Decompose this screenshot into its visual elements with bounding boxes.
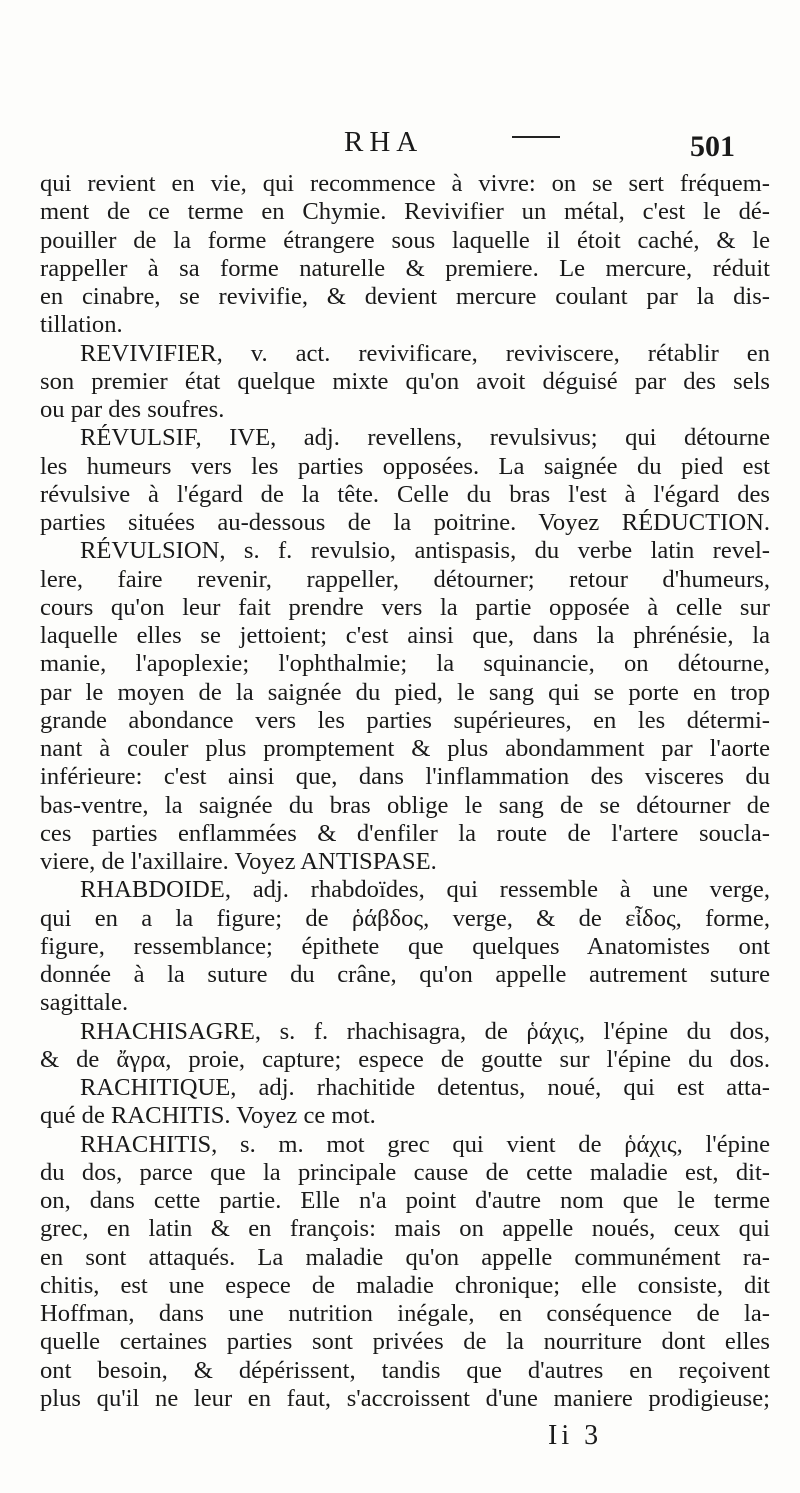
text-line: grande abondance vers les parties supérieures, en les détermi- bbox=[40, 706, 770, 734]
running-head: RHA bbox=[344, 126, 424, 158]
text-line: & de ἄγρα, proie, capture; espece de goutte sur l'épine du dos. bbox=[40, 1045, 770, 1073]
dictionary-text bbox=[40, 170, 770, 1413]
text-line: lere, faire revenir, rappeller, détourner; retour d'humeurs, bbox=[40, 565, 770, 593]
text-line: RÉVULSION, s. f. revulsio, antispasis, du verbe latin revel- bbox=[80, 537, 770, 565]
text-line: RHACHITIS, s. m. mot grec qui vient de ῥάχις, l'épine bbox=[80, 1130, 770, 1158]
page-number: 501 bbox=[690, 130, 735, 163]
text-line: on, dans cette partie. Elle n'a point d'autre nom que le terme bbox=[40, 1187, 770, 1214]
text-line: chitis, est une espece de maladie chronique; elle consiste, dit bbox=[40, 1271, 770, 1299]
text-line: plus qu'il ne leur en faut, s'accroissent d'une maniere prodigieuse; bbox=[40, 1384, 770, 1412]
text-line: sagittale. bbox=[40, 989, 129, 1017]
text-line: en cinabre, se revivifie, & devient mercure coulant par la dis- bbox=[40, 283, 770, 310]
text-line: son premier état quelque mixte qu'on avoit déguisé par des sels bbox=[40, 367, 770, 395]
text-line: tillation. bbox=[40, 311, 123, 339]
text-line: viere, de l'axillaire. Voyez ANTISPASE. bbox=[40, 848, 437, 875]
text-line: les humeurs vers les parties opposées. La saignée du pied est bbox=[40, 452, 770, 480]
text-line: ces parties enflammées & d'enfiler la route de l'artere soucla- bbox=[40, 819, 770, 847]
text-line: qué de RACHITIS. Voyez ce mot. bbox=[40, 1102, 376, 1130]
text-line: Hoffman, dans une nutrition inégale, en conséquence de la- bbox=[40, 1300, 770, 1327]
page-header bbox=[0, 126, 800, 166]
text-line: nant à couler plus promptement & plus abondamment par l'aorte bbox=[40, 735, 770, 762]
text-line: par le moyen de la saignée du pied, le sang qui se porte en trop bbox=[40, 678, 770, 706]
text-line: RHACHISAGRE, s. f. rhachisagra, de ῥάχις, l'épine du dos, bbox=[80, 1017, 770, 1045]
text-line: laquelle elles se jettoient; c'est ainsi que, dans la phrénésie, la bbox=[40, 622, 770, 649]
text-line: rappeller à sa forme naturelle & premiere. Le mercure, réduit bbox=[40, 254, 770, 282]
text-line: cours qu'on leur fait prendre vers la partie opposée à celle sur bbox=[40, 593, 770, 621]
text-line: grec, en latin & en françois: mais on appelle noués, ceux qui bbox=[40, 1215, 770, 1243]
text-line: donnée à la suture du crâne, qu'on appelle autrement suture bbox=[40, 961, 770, 988]
text-line: manie, l'apoplexie; l'ophthalmie; la squinancie, on détourne, bbox=[40, 650, 770, 678]
signature-mark: Ii 3 bbox=[548, 1420, 603, 1451]
text-line: parties situées au-dessous de la poitrine. Voyez RÉDUCTION. bbox=[40, 509, 770, 536]
text-line: RHABDOIDE, adj. rhabdoïdes, qui ressemble à une verge, bbox=[80, 876, 770, 904]
text-line: pouiller de la forme étrangere sous laquelle il étoit caché, & le bbox=[40, 226, 770, 254]
text-line: figure, ressemblance; épithete que quelques Anatomistes ont bbox=[40, 932, 770, 960]
header-rule bbox=[512, 136, 560, 138]
text-line: ment de ce terme en Chymie. Revivifier un métal, c'est le dé- bbox=[40, 198, 770, 226]
text-line: ou par des soufres. bbox=[40, 396, 225, 423]
text-line: bas-ventre, la saignée du bras oblige le sang de se détourner de bbox=[40, 791, 770, 819]
text-line: quelle certaines parties sont privées de la nourriture dont elles bbox=[40, 1328, 770, 1356]
text-line: qui en a la figure; de ῥάβδος, verge, & de εἶδος, forme, bbox=[40, 904, 770, 932]
text-line: qui revient en vie, qui recommence à vivre: on se sert fréquem- bbox=[40, 170, 770, 197]
text-line: du dos, parce que la principale cause de cette maladie est, dit- bbox=[40, 1158, 770, 1186]
text-line: RÉVULSIF, IVE, adj. revellens, revulsivus; qui détourne bbox=[80, 424, 770, 452]
text-line: révulsive à l'égard de la tête. Celle du bras l'est à l'égard des bbox=[40, 480, 770, 508]
text-line: ont besoin, & dépérissent, tandis que d'autres en reçoivent bbox=[40, 1356, 770, 1384]
text-line: inférieure: c'est ainsi que, dans l'inflammation des visceres du bbox=[40, 763, 770, 791]
text-line: REVIVIFIER, v. act. revivificare, reviviscere, rétablir en bbox=[80, 339, 770, 367]
text-line: RACHITIQUE, adj. rhachitide detentus, noué, qui est atta- bbox=[80, 1074, 770, 1101]
text-line: en sont attaqués. La maladie qu'on appelle communément ra- bbox=[40, 1243, 770, 1271]
